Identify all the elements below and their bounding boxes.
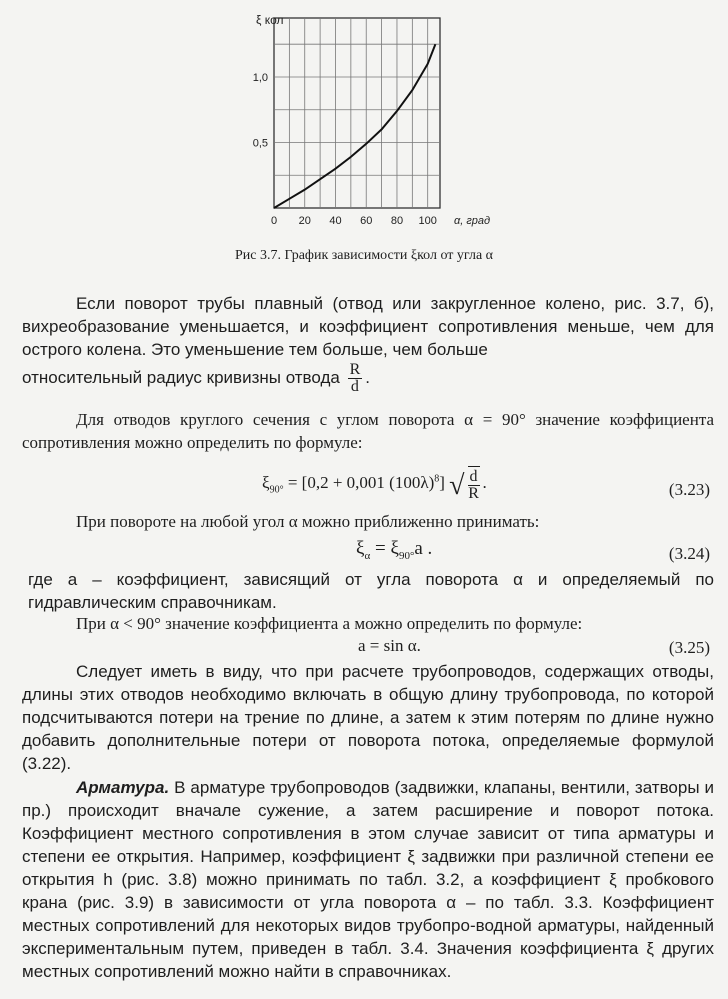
x-tick-label: 40 [329, 215, 342, 227]
chart-svg [230, 0, 530, 245]
equation-3-24: $\xi_\alpha = \xi_{90^\circ}a$ . [356, 538, 433, 562]
x-axis-label: α, град [454, 215, 491, 227]
y-tick-label: 0,5 [252, 137, 268, 150]
paragraph-4: где а – коэффициент, зависящий от угла поворота α и определяемый по гидравлическим справочникам. [28, 570, 714, 612]
y-axis-label: ξ кол [256, 13, 284, 27]
equation-number-3-25: (3.25) [668, 638, 710, 657]
figure [230, 0, 530, 245]
paragraph-2: Для отводов круглого сечения с углом поворота α = 90° значение коэффициента сопротивления можно определить по формуле: [22, 410, 714, 452]
paragraph-5: При α < 90° значение коэффициента а можно определить по формуле: [76, 614, 583, 633]
fraction-r-over-d: $\frac{R}{d}$ [349, 361, 361, 395]
paragraph-1-last-line: относительный радиус кривизны отвода $\frac{R}{d}$ . [22, 361, 370, 395]
equation-number-3-23: (3.23) [668, 480, 710, 499]
figure-caption: Рис 3.7. График зависимости ξкол от угла α [234, 248, 493, 263]
x-tick-label: 100 [418, 215, 437, 227]
y-tick-label: 1,0 [252, 71, 268, 84]
data-curve [274, 44, 435, 208]
x-tick-label: 20 [298, 215, 311, 227]
x-tick-label: 0 [270, 215, 278, 227]
plot-frame [274, 18, 440, 208]
equation-3-25: a = sin α. [358, 636, 421, 655]
x-tick-label: 80 [390, 215, 404, 227]
paragraph-6: Следует иметь в виду, что при расчете трубопроводов, содержащих отводы, длины этих отводов необходимо включать в общую длину трубопровода, по которой подсчитываются потери на трение по длине, а затем к этим потерям по длине нужно добавить дополнительные потери от поворота потока, определяемые формулой (3.22). [22, 662, 714, 773]
x-tick-label: 60 [360, 215, 373, 227]
paragraph-3: При повороте на любой угол α можно приближенно принимать: [76, 512, 540, 531]
equation-number-3-24: (3.24) [668, 544, 710, 563]
paragraph-7: Арматура. В арматуре трубопроводов (задвижки, клапаны, вентили, затворы и пр.) происходит вначале сужение, а затем расширение и поворот потока. Коэффициент местного сопротивления в этом случае зависит от типа арматуры и степени ее открытия. Например, коэффициент ξ задвижки при различной степени ее открытия h (рис. 3.8) можно принимать по табл. 3.2, а коэффициент ξ пробкового крана (рис. 3.9) в зависимости от угла поворота α – по табл. 3.3. Коэффициент местных сопротивлений для некоторых видов трубопро-водной арматуры, найденный экспериментальным путем, приведен в табл. 3.4. Значения коэффициента ξ других местных сопротивлений можно найти в справочниках. [22, 778, 714, 981]
paragraph-1: Если поворот трубы плавный (отвод или закругленное колено, рис. 3.7, б), вихреобразование уменьшается, и коэффициент сопротивления меньше, чем для острого колена. Это уменьшение тем больше, чем больше [22, 294, 714, 359]
equation-3-23: $\xi_{90^\circ} = [0,2 + 0,001$ $(100\lambda)^8$] √ $\frac{d}{R}$ . [262, 468, 487, 502]
